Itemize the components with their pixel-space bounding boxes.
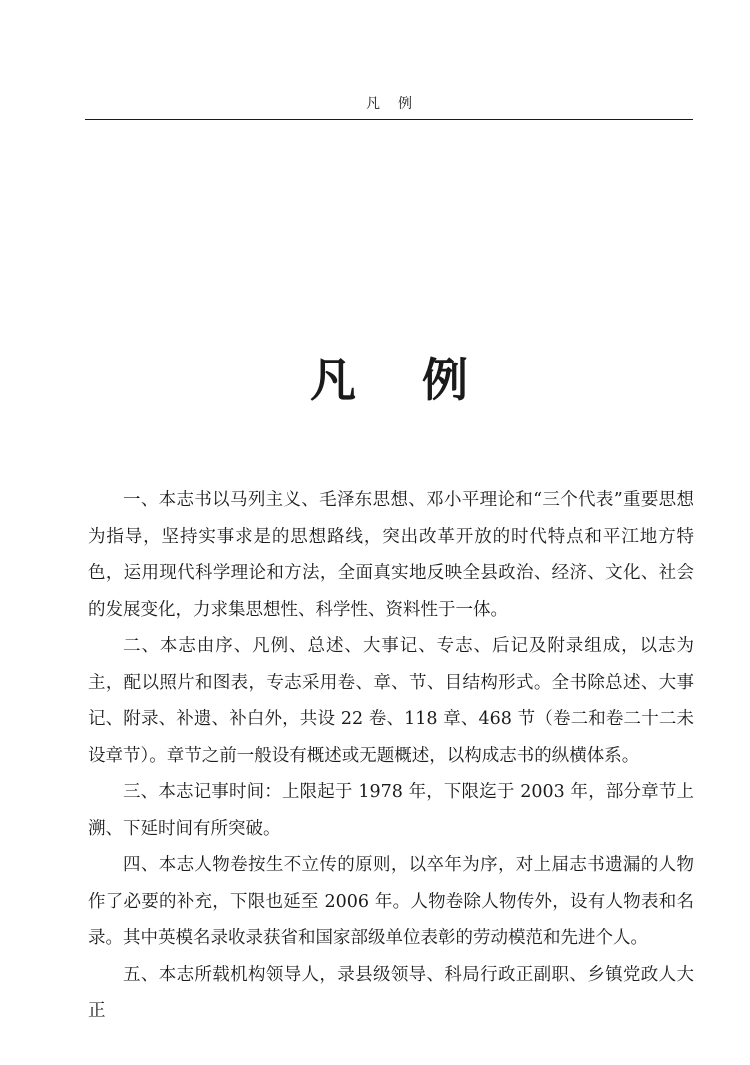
paragraph-3: 三、本志记事时间：上限起于 1978 年，下限迄于 2003 年，部分章节上溯、下延时间有所突破。 <box>88 782 694 839</box>
page-title: 凡例 <box>310 353 534 407</box>
running-header: 凡例 <box>366 96 430 112</box>
paragraph-4: 四、本志人物卷按生不立传的原则，以卒年为序，对上届志书遗漏的人物作了必要的补充，下限也延至 2006 年。人物卷除人物传外，设有人物表和名录。其中英模名录收录获省和国家部级单位表彰的劳动模范和先进个人。 <box>88 855 694 948</box>
paragraph-1: 一、本志书以马列主义、毛泽东思想、邓小平理论和“三个代表”重要思想为指导，坚持实事求是的思想路线，突出改革开放的时代特点和平江地方特色，运用现代科学理论和方法，全面真实地反映全县政治、经济、文化、社会的发展变化，力求集思想性、科学性、资料性于一体。 <box>88 490 694 620</box>
paragraph-2: 二、本志由序、凡例、总述、大事记、专志、后记及附录组成，以志为主，配以照片和图表，专志采用卷、章、节、目结构形式。全书除总述、大事记、附录、补遗、补白外，共设 22 卷、118 章、468 节（卷二和卷二十二未设章节）。章节之前一般设有概述或无题概述，以构成志书的纵横体系。 <box>88 636 694 766</box>
body-text <box>88 482 694 1030</box>
paragraph-5: 五、本志所载机构领导人，录县级领导、科局行政正副职、乡镇党政人大正 <box>88 964 694 1021</box>
header-rule <box>85 119 693 120</box>
